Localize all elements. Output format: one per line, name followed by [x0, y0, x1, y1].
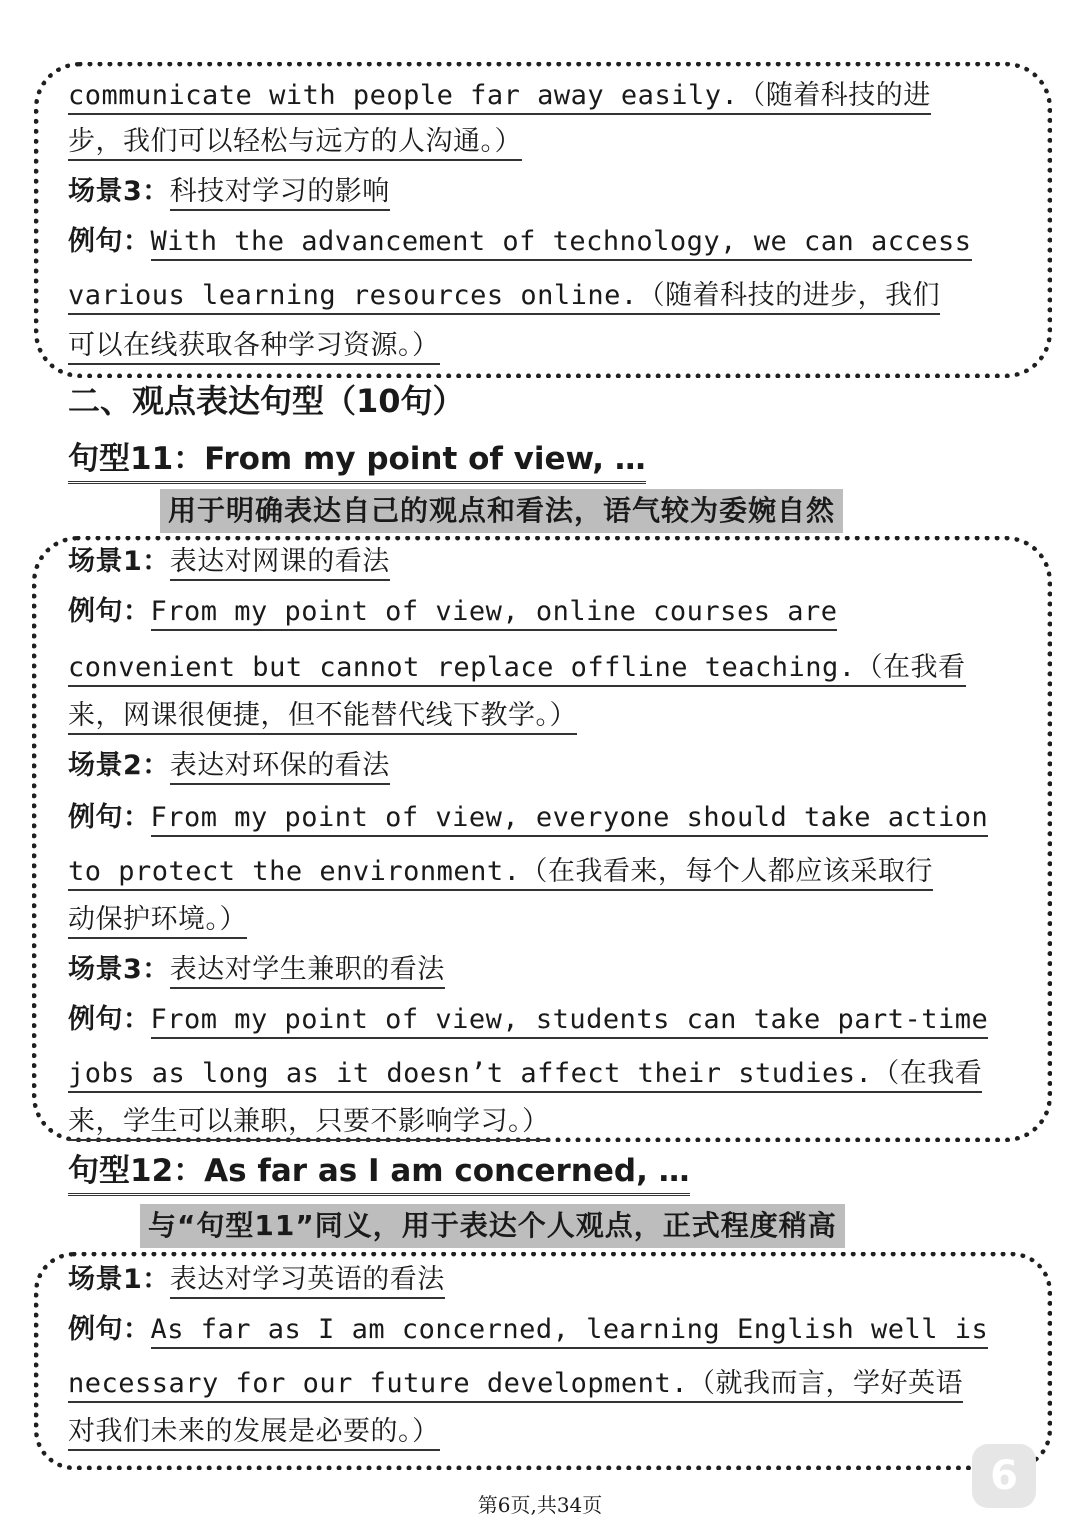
- scene-2-row: [68, 746, 390, 786]
- pattern-11-title: 句型11：From my point of view, …: [68, 436, 646, 482]
- example-sentence-row: 例句：From my point of view, everyone should take action: [68, 798, 988, 838]
- example-text-line: communicate with people far away easily.（随着科技的进: [68, 76, 931, 116]
- example-text-line: various learning resources online.（随着科技的进步，我们: [68, 276, 940, 316]
- example-sentence-row: 例句：With the advancement of technology, we can access: [68, 222, 972, 262]
- example-text-line: 可以在线获取各种学习资源。）: [68, 326, 440, 366]
- example-text-line: convenient but cannot replace offline teaching.（在我看: [68, 648, 966, 688]
- example-sentence-row: 例句：From my point of view, online courses are: [68, 592, 837, 632]
- scene-title: 表达对学生兼职的看法: [170, 954, 445, 989]
- scene-label: 场景2：: [68, 750, 170, 781]
- pattern-11-note: 用于明确表达自己的观点和看法，语气较为委婉自然: [160, 489, 843, 533]
- scene-title: 表达对网课的看法: [170, 546, 390, 581]
- scene-label: 场景1：: [68, 1264, 170, 1295]
- example-text-line: 动保护环境。）: [68, 900, 247, 940]
- example-sentence-row: 例句：As far as I am concerned, learning English well is: [68, 1310, 988, 1350]
- example-label: 例句：: [68, 226, 151, 257]
- example-text-line: 步，我们可以轻松与远方的人沟通。）: [68, 122, 522, 162]
- scene-title: 表达对环保的看法: [170, 750, 390, 785]
- example-label: 例句：: [68, 802, 151, 833]
- pattern-12-title: 句型12：As far as I am concerned, …: [68, 1148, 690, 1194]
- section-heading: 二、观点表达句型（10句）: [68, 382, 465, 420]
- page-number-badge: 6: [972, 1444, 1036, 1508]
- example-label: 例句：: [68, 1314, 151, 1345]
- scene-title: 科技对学习的影响: [170, 176, 390, 211]
- page-footer: 第6页,共34页: [477, 1493, 603, 1517]
- example-text-line: 对我们未来的发展是必要的。）: [68, 1412, 440, 1452]
- example-text-line: 来，学生可以兼职，只要不影响学习。）: [68, 1102, 550, 1142]
- scene-1-row: [68, 1260, 445, 1300]
- example-text-line: jobs as long as it doesn’t affect their studies.（在我看: [68, 1054, 982, 1094]
- pattern-12-note: 与“句型11”同义，用于表达个人观点，正式程度稍高: [140, 1204, 845, 1248]
- example-text-line: necessary for our future development.（就我而言，学好英语: [68, 1364, 963, 1404]
- scene-3-row: [68, 172, 390, 212]
- scene-label: 场景3：: [68, 954, 170, 985]
- scene-1-row: [68, 542, 390, 582]
- example-label: 例句：: [68, 596, 151, 627]
- example-sentence-row: 例句：From my point of view, students can take part-time: [68, 1000, 988, 1040]
- scene-label: 场景1：: [68, 546, 170, 577]
- scene-3-row: [68, 950, 445, 990]
- scene-title: 表达对学习英语的看法: [170, 1264, 445, 1299]
- example-label: 例句：: [68, 1004, 151, 1035]
- example-text-line: 来，网课很便捷，但不能替代线下教学。）: [68, 696, 577, 736]
- example-text-line: to protect the environment.（在我看来，每个人都应该采取行: [68, 852, 933, 892]
- scene-label: 场景3：: [68, 176, 170, 207]
